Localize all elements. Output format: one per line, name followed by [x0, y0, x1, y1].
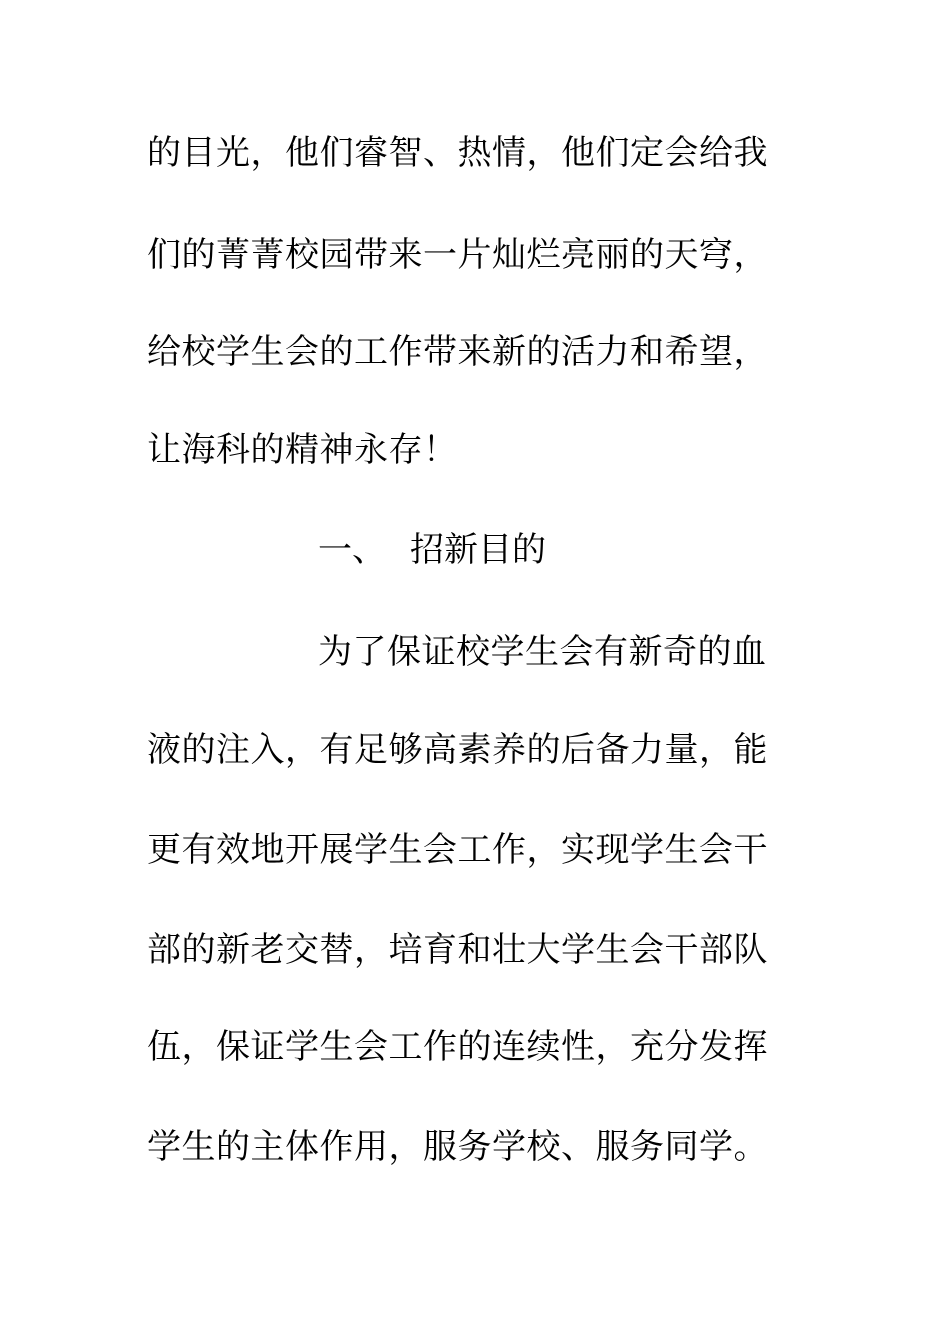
- section-heading-number: 一、: [318, 530, 386, 570]
- paragraph-line: 让海科的精神永存！: [147, 430, 458, 470]
- paragraph-line: 给校学生会的工作带来新的活力和希望，: [147, 332, 768, 372]
- paragraph-line: 伍，保证学生会工作的连续性，充分发挥: [147, 1027, 768, 1067]
- paragraph-line: 为了保证校学生会有新奇的血: [318, 632, 767, 672]
- paragraph-line: 们的菁菁校园带来一片灿烂亮丽的天穹，: [147, 235, 768, 275]
- section-heading-title: 招新目的: [410, 530, 546, 570]
- paragraph-line: 液的注入，有足够高素养的后备力量，能: [147, 730, 768, 770]
- paragraph-line: 部的新老交替，培育和壮大学生会干部队: [147, 930, 768, 970]
- paragraph-line: 的目光，他们睿智、热情，他们定会给我: [147, 133, 768, 173]
- paragraph-line: 学生的主体作用，服务学校、服务同学。: [147, 1127, 768, 1167]
- paragraph-line: 更有效地开展学生会工作，实现学生会干: [147, 830, 768, 870]
